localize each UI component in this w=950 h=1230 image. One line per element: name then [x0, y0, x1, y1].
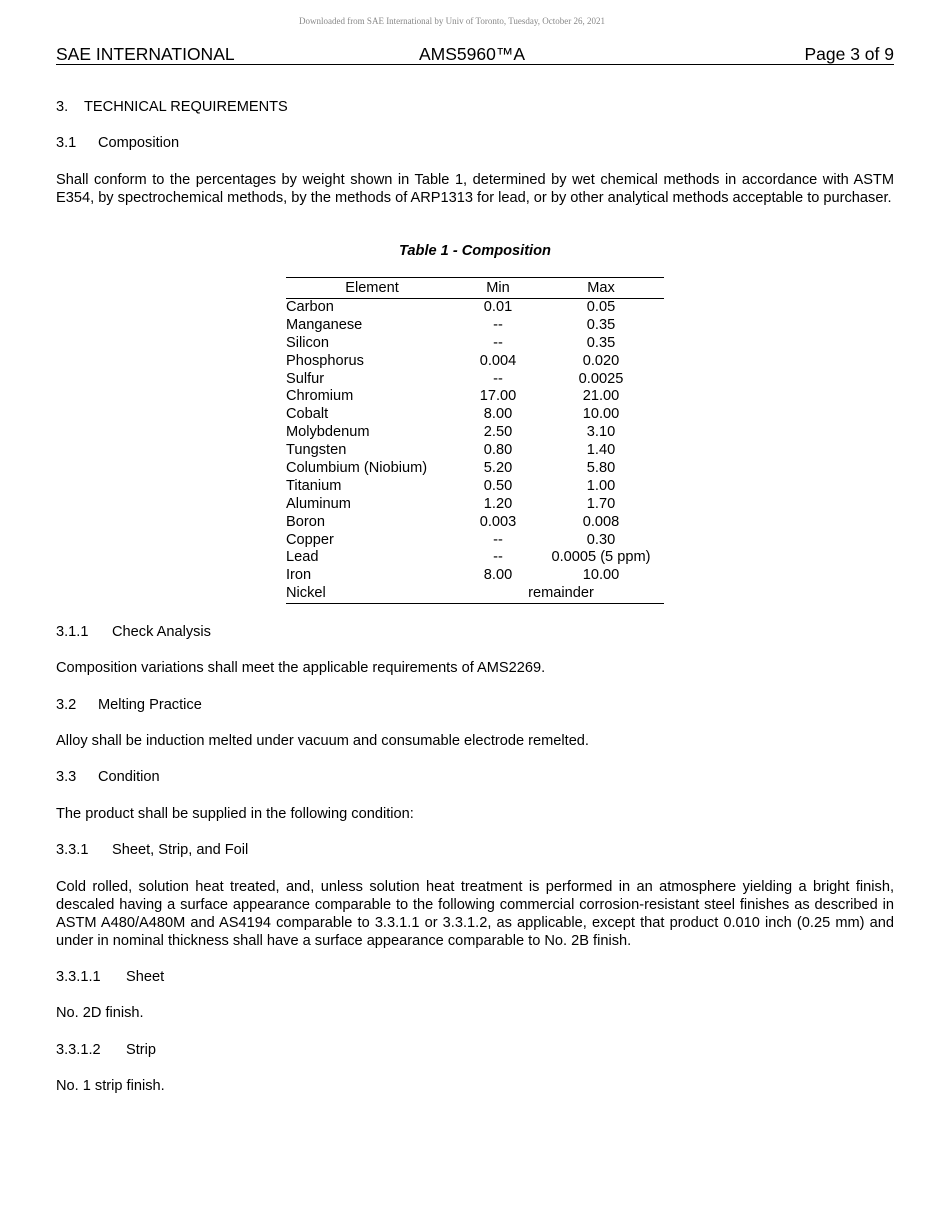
table-row [286, 317, 664, 335]
section-title: Composition [98, 135, 180, 151]
section-3-3-1-1-paragraph: No. 2D finish. [56, 1005, 144, 1021]
table-header-row [286, 280, 664, 299]
cell-min: 0.50 [483, 477, 513, 494]
cell-max: 0.05 [586, 299, 616, 315]
table-row [286, 406, 664, 424]
section-3-3-1-heading [56, 841, 248, 859]
cell-max: 1.00 [586, 477, 616, 494]
cell-max: 21.00 [582, 388, 620, 405]
cell-min: -- [493, 334, 503, 351]
cell-min: -- [493, 316, 503, 333]
header-min: Min [486, 280, 510, 296]
cell-element: Lead [286, 549, 319, 566]
section-number: 3.3 [56, 769, 77, 785]
table-row [286, 388, 664, 406]
cell-min: -- [493, 531, 503, 548]
cell-max: 0.0025 [578, 370, 624, 387]
table-1-title: Table 1 - Composition [399, 243, 551, 259]
header-element: Element [345, 280, 399, 296]
section-number: 3.1 [56, 135, 77, 151]
cell-element: Columbium (Niobium) [286, 460, 428, 477]
header-page-number: Page 3 of 9 [804, 44, 894, 64]
table-row [286, 442, 664, 460]
section-number: 3.1.1 [56, 624, 89, 640]
cell-max: 0.020 [582, 352, 620, 369]
cell-max: 0.35 [586, 316, 616, 333]
cell-element: Iron [286, 567, 312, 584]
table-row-nickel [286, 585, 664, 603]
cell-element: Copper [286, 531, 334, 548]
cell-element: Aluminum [286, 495, 351, 512]
section-number: 3.3.1.2 [56, 1042, 101, 1058]
cell-max: 0.0005 (5 ppm) [551, 549, 651, 566]
cell-min: 8.00 [483, 567, 513, 584]
cell-min: 0.01 [483, 299, 513, 315]
section-3-1-paragraph: Shall conform to the percentages by weight shown in Table 1, determined by wet chemical methods in accordance with ASTM E354, by spectrochemical methods, by the methods of ARP1313 for lead, or by other analytical methods acceptable to purchaser. [56, 172, 894, 206]
cell-element: Silicon [286, 334, 329, 351]
cell-min: 0.80 [483, 442, 513, 459]
section-3-2-heading [56, 696, 202, 714]
cell-max: 0.008 [582, 513, 620, 530]
section-title: Strip [126, 1042, 157, 1058]
cell-element: Manganese [286, 316, 363, 333]
header-max: Max [587, 280, 615, 296]
cell-element: Cobalt [286, 406, 329, 423]
cell-max: 3.10 [586, 424, 616, 441]
section-3-3-1-paragraph: Cold rolled, solution heat treated, and, unless solution heat treatment is performed in an atmosphere yielding a bright finish, descaled having a surface appearance comparable to the following commercial corrosion-resistant steel finishes as described in ASTM A480/A480M and AS4194 comparable to 3.3.1.1 or 3.3.1.2, as applicable, except that product 0.010 inch (0.25 mm) and under in nominal thickness shall have a surface appearance comparable to No. 2B finish. [56, 879, 894, 949]
cell-max: 5.80 [586, 460, 616, 477]
table-row [286, 549, 664, 567]
cell-element: Tungsten [286, 442, 347, 459]
section-3-1-1-paragraph: Composition variations shall meet the applicable requirements of AMS2269. [56, 660, 546, 676]
cell-element: Titanium [286, 477, 342, 494]
table-row [286, 353, 664, 371]
section-title: Sheet, Strip, and Foil [112, 842, 249, 858]
section-title: Condition [98, 769, 160, 785]
section-title: Check Analysis [112, 624, 211, 640]
section-3-2-paragraph: Alloy shall be induction melted under vacuum and consumable electrode remelted. [56, 733, 589, 749]
table-row [286, 335, 664, 353]
cell-max: 0.35 [586, 334, 616, 351]
cell-max: 0.30 [586, 531, 616, 548]
cell-min: 0.003 [479, 513, 517, 530]
download-watermark: Downloaded from SAE International by Univ of Toronto, Tuesday, October 26, 2021 [298, 16, 606, 26]
section-3-3-1-2-paragraph: No. 1 strip finish. [56, 1078, 165, 1094]
table-row [286, 478, 664, 496]
table-top-rule [286, 277, 664, 278]
table-row [286, 460, 664, 478]
section-3-3-1-2-heading [56, 1041, 156, 1059]
cell-max: 1.40 [586, 442, 616, 459]
cell-min: 1.20 [483, 495, 513, 512]
table-row [286, 299, 664, 317]
cell-max: 10.00 [582, 567, 620, 584]
table-body [286, 299, 664, 603]
section-3-1-heading [56, 134, 179, 152]
cell-min: 8.00 [483, 406, 513, 423]
table-row [286, 496, 664, 514]
cell-element: Sulfur [286, 370, 325, 387]
section-title: TECHNICAL REQUIREMENTS [84, 99, 288, 115]
section-title: Melting Practice [98, 697, 202, 713]
cell-remainder: remainder [528, 585, 594, 602]
cell-element: Molybdenum [286, 424, 370, 441]
cell-min: 5.20 [483, 460, 513, 477]
section-3-3-heading [56, 768, 160, 786]
table-row [286, 567, 664, 585]
section-3-heading [56, 98, 288, 116]
cell-min: 17.00 [479, 388, 517, 405]
cell-max: 10.00 [582, 406, 620, 423]
cell-min: 2.50 [483, 424, 513, 441]
section-number: 3. [56, 99, 69, 115]
cell-min: -- [493, 370, 503, 387]
page-header [56, 44, 894, 65]
table-row [286, 371, 664, 389]
section-number: 3.3.1 [56, 842, 89, 858]
cell-element: Chromium [286, 388, 354, 405]
cell-element: Boron [286, 513, 325, 530]
table-row [286, 514, 664, 532]
cell-min: -- [493, 549, 503, 566]
section-3-3-1-1-heading [56, 968, 164, 986]
section-3-1-1-heading [56, 623, 211, 641]
header-org: SAE INTERNATIONAL [56, 44, 235, 64]
cell-min: 0.004 [479, 352, 517, 369]
table-bottom-rule [286, 603, 664, 604]
cell-max: 1.70 [586, 495, 616, 512]
cell-element: Carbon [286, 299, 334, 315]
header-doc-id: AMS5960™A [419, 44, 526, 64]
section-number: 3.3.1.1 [56, 969, 101, 985]
section-number: 3.2 [56, 697, 77, 713]
section-title: Sheet [126, 969, 165, 985]
section-3-3-paragraph: The product shall be supplied in the following condition: [56, 806, 414, 822]
cell-element: Phosphorus [286, 352, 364, 369]
table-row [286, 532, 664, 550]
table-row [286, 424, 664, 442]
cell-element: Nickel [286, 585, 326, 602]
